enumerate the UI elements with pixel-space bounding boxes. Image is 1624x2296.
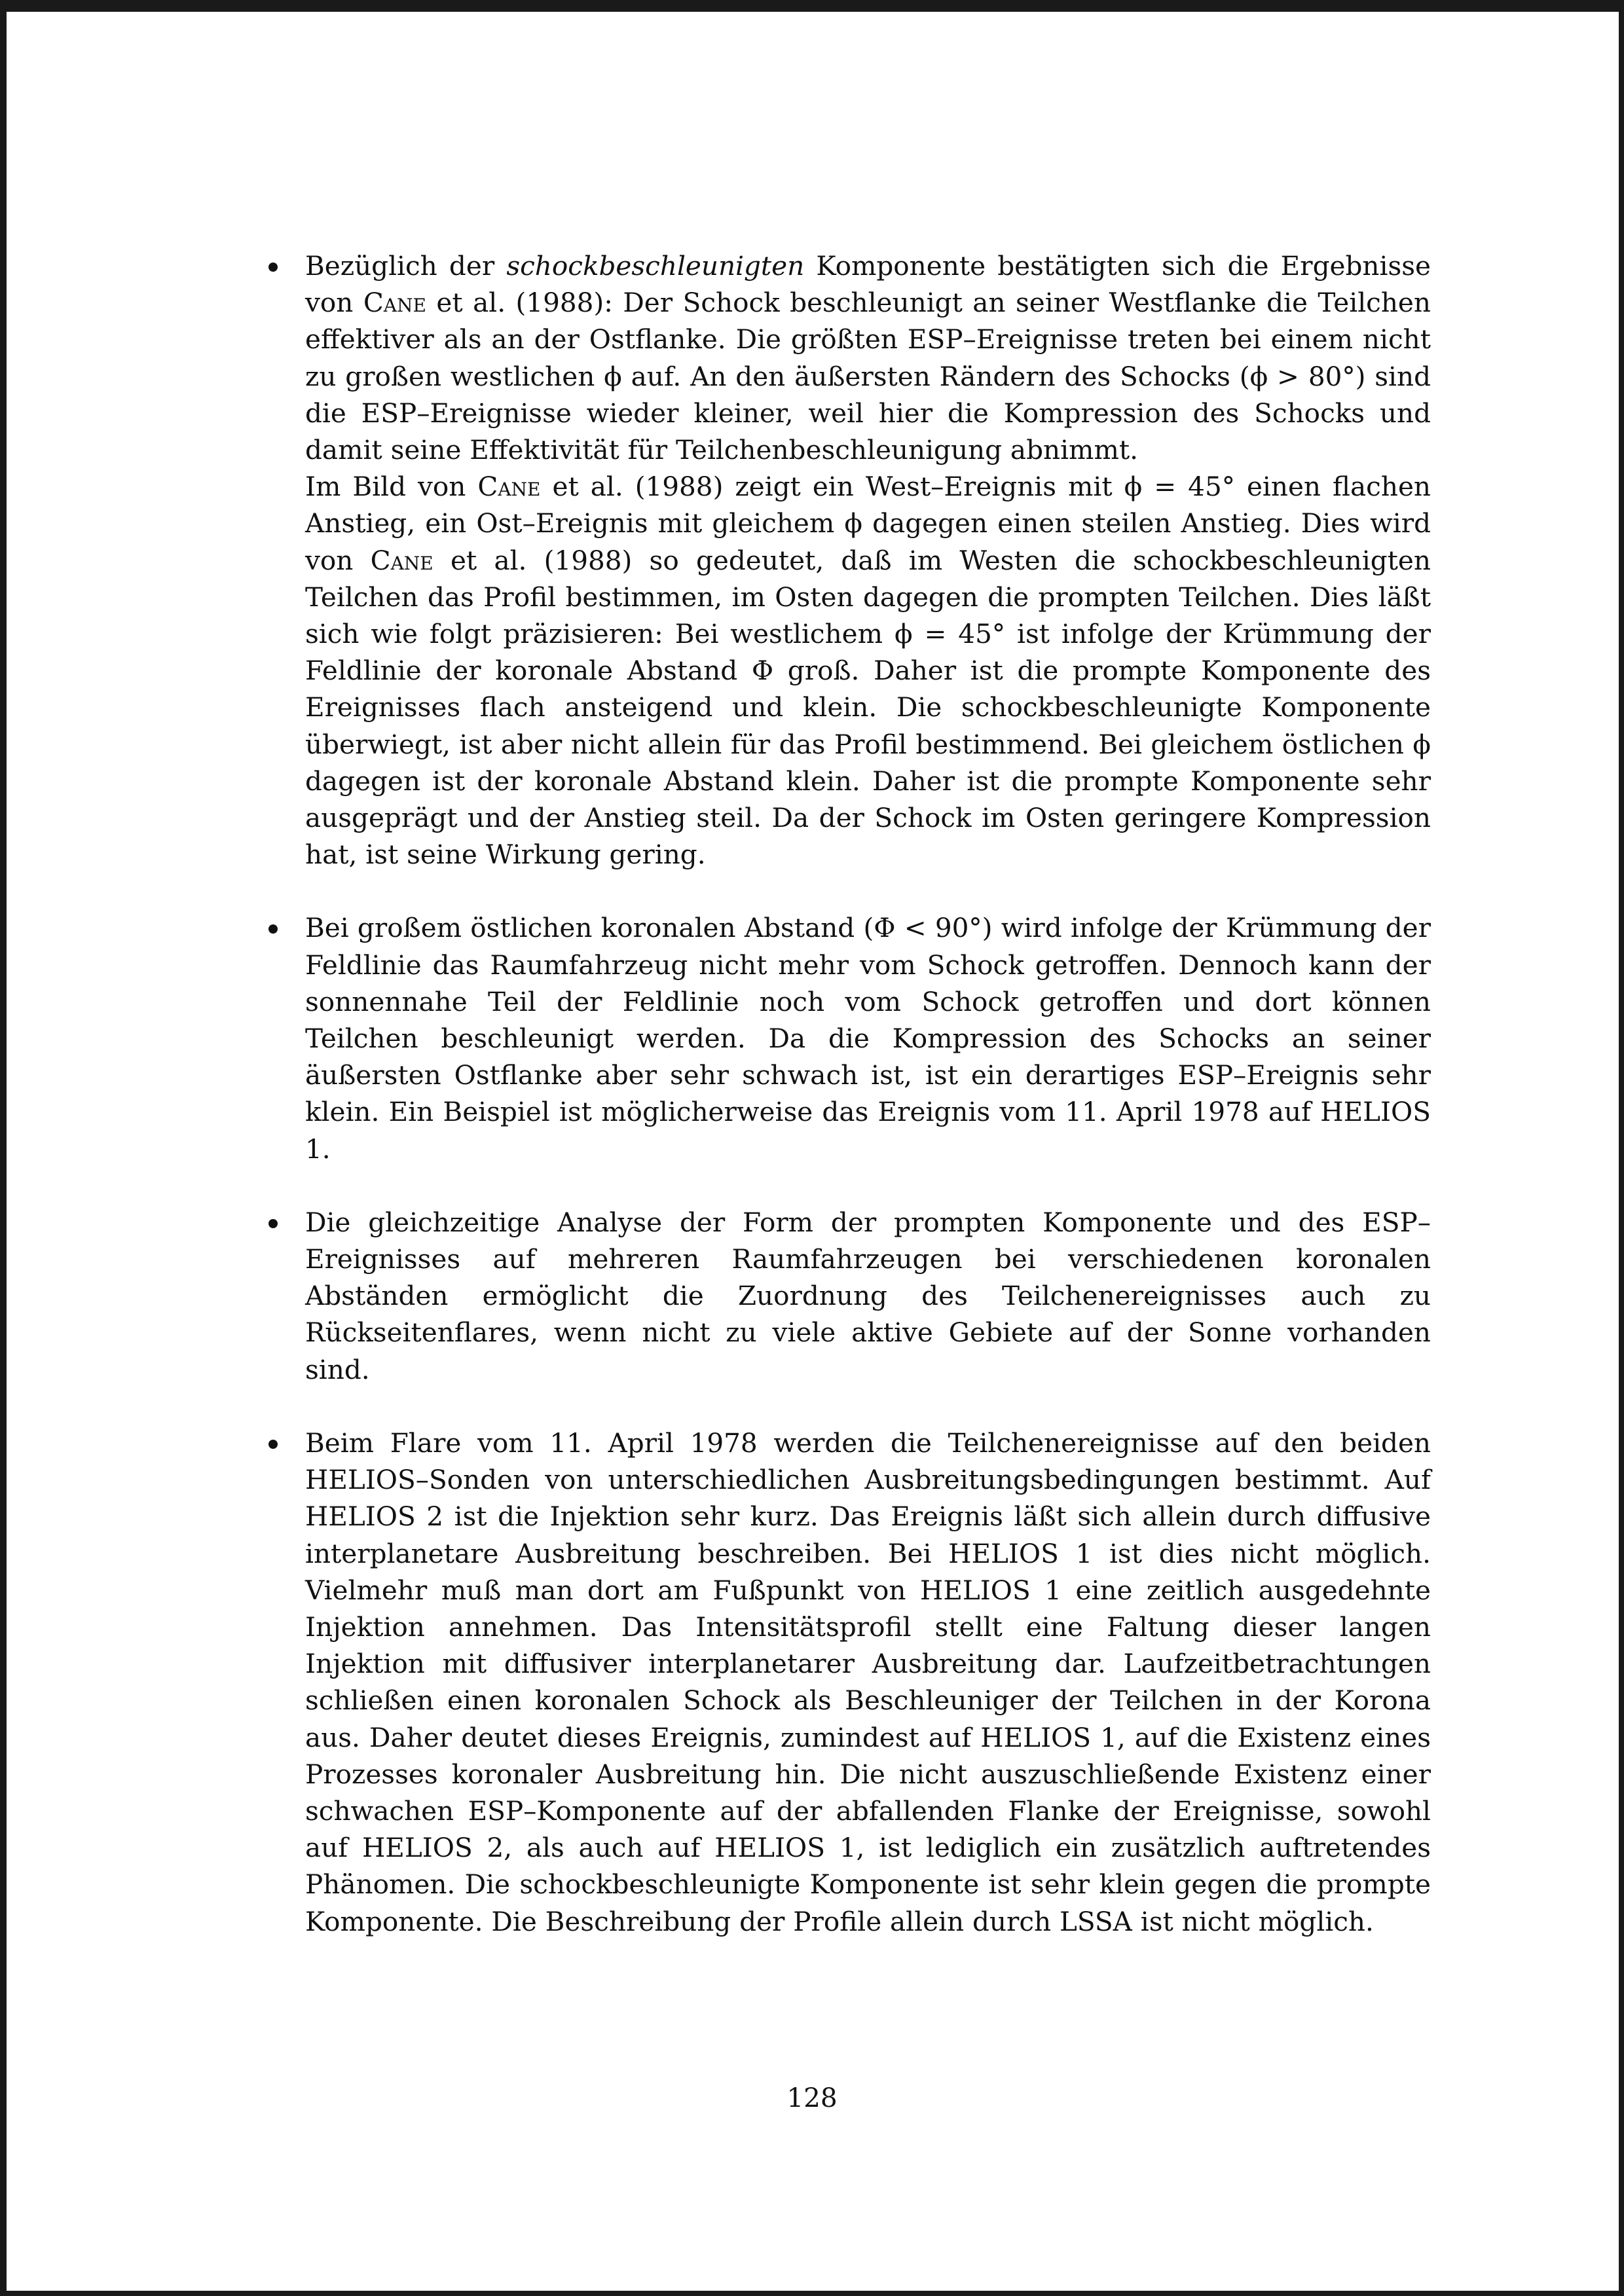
emphasis-text: schockbeschleunigten — [506, 250, 805, 282]
bullet-item-simultaneous-analysis — [268, 1204, 1431, 1388]
text-run: et al. (1988): Der Schock beschleunigt an seiner Westflanke die Teilchen effektiver als an der Ostflanke. Die größten ESP–Ereignisse treten bei einem nicht zu großen westlichen ϕ auf. An den äußersten Rändern des Schocks (ϕ > 80°) sind die ESP–Ereignisse wieder kleiner, weil hier die Kompression des Schocks und damit seine Effektivität für Teilchenbeschleunigung abnimmt. — [305, 287, 1431, 466]
paragraph: Bei großem östlichen koronalen Abstand (Φ < 90°) wird infolge der Krümmung der Feldlinie das Raumfahrzeug nicht mehr vom Schock getroffen. Dennoch kann der sonnennahe Teil der Feldlinie noch vom Schock getroffen und dort können Teilchen beschleunigt werden. Da die Kompression des Schocks an seiner äußersten Ostflanke aber sehr schwach ist, ist ein derartiges ESP–Ereignis sehr klein. Ein Beispiel ist möglicherweise das Ereignis vom 11. April 1978 auf HELIOS 1. — [305, 912, 1431, 1165]
page-number: 128 — [786, 2082, 838, 2113]
author-name: Cane — [370, 544, 434, 576]
text-run: et al. (1988) so gedeutet, daß im Westen die schockbeschleunigten Teilchen das Profil bestimmen, im Osten dagegen die prompten Teilchen. Dies läßt sich wie folgt präzisieren: Bei westlichem ϕ = 45° ist infolge der Krümmung der Feldlinie der koronale Abstand Φ groß. Daher ist die prompte Komponente des Ereignisses flach ansteigend und klein. Die schockbeschleunigte Komponente überwiegt, ist aber nicht allein für das Profil bestimmend. Bei gleichem östlichen ϕ dagegen ist der koronale Abstand klein. Daher ist die prompte Komponente sehr ausgeprägt und der Anstieg steil. Da der Schock im Osten geringere Kompression hat, ist seine Wirkung gering. — [305, 544, 1431, 871]
scan-border-bottom — [0, 2291, 1624, 2296]
scan-border-left — [0, 0, 7, 2296]
paragraph: Beim Flare vom 11. April 1978 werden die Teilchenereignisse auf den beiden HELIOS–Sonden von unterschiedlichen Ausbreitungsbedingungen bestimmt. Auf HELIOS 2 ist die Injektion sehr kurz. Das Ereignis läßt sich allein durch diffusive interplanetare Ausbreitung beschreiben. Bei HELIOS 1 ist dies nicht möglich. Vielmehr muß man dort am Fußpunkt von HELIOS 1 eine zeitlich ausgedehnte Injektion annehmen. Das Intensitätsprofil stellt eine Faltung dieser langen Injektion mit diffusiver interplanetarer Ausbreitung dar. Laufzeitbetrachtungen schließen einen koronalen Schock als Beschleuniger der Teilchen in der Korona aus. Daher deutet dieses Ereignis, zumindest auf HELIOS 1, auf die Existenz eines Prozesses koronaler Ausbreitung hin. Die nicht auszuschließende Existenz einer schwachen ESP–Komponente auf der abfallenden Flanke der Ereignisse, sowohl auf HELIOS 2, als auch auf HELIOS 1, ist lediglich ein zusätzlich auftretendes Phänomen. Die schockbeschleunigte Komponente ist sehr klein gegen die prompte Komponente. Die Beschreibung der Profile allein durch LSSA ist nicht möglich. — [305, 1427, 1431, 1937]
bullet-item-shock-component — [268, 247, 1431, 873]
bullet-icon — [268, 1440, 278, 1449]
bullet-icon — [268, 924, 278, 934]
author-name: Cane — [477, 471, 541, 503]
text-run: Im Bild von — [305, 471, 478, 503]
bullet-icon — [268, 263, 278, 272]
bullet-item-flare-1978 — [268, 1425, 1431, 1940]
bullet-item-eastern-distance — [268, 909, 1431, 1167]
paragraph — [305, 468, 1431, 873]
text-run: et al. (1988) zeigt ein West–Ereignis mit ϕ = 45° einen flachen Anstieg, ein Ost–Ereignis mit gleichem ϕ dagegen einen steilen Anstieg. Dies wird von — [305, 471, 1431, 576]
page-body — [268, 247, 1431, 1977]
text-run: Komponente bestätigten sich die Ergebnisse von — [305, 250, 1431, 319]
bullet-icon — [268, 1219, 278, 1228]
text-run: Bezüglich der — [305, 250, 507, 282]
scan-border-top — [0, 0, 1624, 12]
author-name: Cane — [363, 287, 426, 319]
scan-border-right — [1619, 0, 1624, 2296]
paragraph — [305, 247, 1431, 468]
paragraph: Die gleichzeitige Analyse der Form der prompten Komponente und des ESP–Ereignisses auf mehreren Raumfahrzeugen bei verschiedenen koronalen Abständen ermöglicht die Zuordnung des Teilchenereignisses auch zu Rückseitenflares, wenn nicht zu viele aktive Gebiete auf der Sonne vorhanden sind. — [305, 1206, 1431, 1385]
